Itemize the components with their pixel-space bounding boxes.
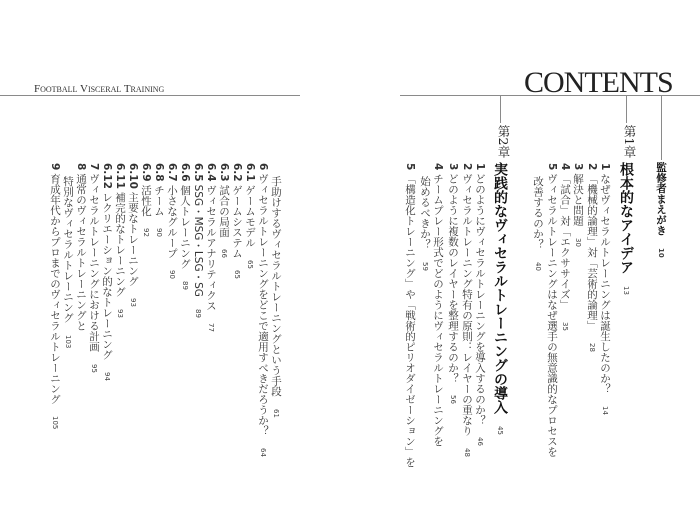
entry-page-number: 64 — [259, 447, 267, 457]
entry-number: 3 — [447, 163, 459, 171]
entry-number: 6.4 — [205, 163, 217, 182]
toc-entry[interactable] — [244, 163, 256, 269]
entry-title: 改善するのか？ — [532, 176, 544, 250]
entry-number: 2 — [461, 163, 473, 171]
entry-page-number: 93 — [129, 298, 137, 308]
entry-number: 5 — [546, 163, 558, 171]
entry-number: 8 — [75, 163, 87, 171]
toc-entry[interactable] — [586, 163, 598, 352]
entry-title: ゲームモデル — [244, 184, 256, 248]
toc-entry[interactable] — [461, 163, 473, 457]
toc-entry[interactable] — [419, 176, 431, 270]
toc-entry[interactable] — [114, 163, 126, 318]
toc-entry[interactable] — [140, 163, 152, 237]
entry-title: ヴィセラルトレーニング特有の原則：レイヤーの重なり — [461, 173, 473, 436]
entry-title: 始めるべきか？ — [419, 176, 431, 250]
entry-page-number: 65 — [233, 270, 241, 280]
entry-number: 9 — [49, 163, 61, 171]
entry-page-number: 77 — [207, 322, 215, 332]
toc-entry[interactable] — [474, 163, 486, 446]
entry-title: 監修者まえがき — [655, 162, 667, 236]
entry-title: チームプレー形式でどのようにヴィセラルトレーニングを — [432, 173, 444, 447]
toc-entry[interactable] — [75, 163, 87, 331]
entry-number: 2 — [586, 163, 598, 171]
chapter-1-label: 第1章 — [622, 125, 637, 158]
entry-number: 4 — [559, 163, 571, 171]
toc-entry[interactable] — [404, 163, 416, 467]
entry-page-number: 89 — [194, 308, 202, 318]
entry-number: 6.10 — [127, 163, 139, 189]
entry-title: 小さなグループ — [166, 184, 178, 259]
toc-entry[interactable] — [559, 163, 571, 331]
entry-page-number: 105 — [51, 416, 59, 430]
entry-page-number: 10 — [657, 247, 665, 258]
entry-title: 活性化 — [140, 184, 152, 217]
entry-number: 6.8 — [153, 163, 165, 182]
toc-entry[interactable] — [49, 163, 61, 430]
entry-title: 通常のヴィセラルトレーニングと — [75, 173, 87, 331]
toc-entry[interactable] — [218, 163, 230, 258]
toc-entry[interactable] — [572, 163, 584, 247]
chapter-2-label: 第2章 — [496, 125, 511, 158]
toc-entry[interactable] — [546, 163, 558, 457]
entry-number: 6.9 — [140, 163, 152, 182]
entry-title: 実践的なヴィセラルトレーニングの導入 — [492, 162, 508, 414]
entry-title: 根本的なアイデア — [618, 162, 634, 274]
toc-entry[interactable] — [205, 163, 217, 332]
chapter-2-heading[interactable] — [492, 162, 507, 435]
entry-number: 1 — [474, 163, 486, 171]
leader-line-chapter-2 — [500, 95, 501, 123]
entry-title: ゲームシステム — [231, 184, 243, 259]
entry-page-number: 46 — [476, 437, 484, 447]
entry-page-number: 89 — [181, 280, 189, 290]
entry-page-number: 48 — [463, 447, 471, 457]
entry-title: 特別なヴィセラルトレーニング — [62, 176, 74, 323]
entry-title: どのように複数のレイヤーを整理するのか？ — [447, 173, 459, 384]
entry-number: 6.1 — [244, 163, 256, 182]
entry-page-number: 103 — [64, 335, 72, 349]
entry-page-number: 28 — [588, 342, 596, 352]
entry-page-number: 35 — [561, 321, 569, 331]
toc-entry[interactable] — [101, 163, 113, 381]
entry-title: ヴィセラルトレーニングをどこで適用すべきだろうか？ — [257, 173, 269, 436]
entry-title: なぜヴィセラルトレーニングは誕生したのか？ — [599, 173, 611, 394]
entry-title: 補完的なトレーニング — [114, 191, 126, 297]
entry-number: 6.7 — [166, 163, 178, 182]
entry-page-number: 61 — [272, 408, 280, 418]
toc-entry[interactable] — [153, 163, 165, 237]
entry-title: どのようにヴィセラルトレーニングを導入するのか？ — [474, 173, 486, 426]
entry-title: 手助けするヴィセラルトレーニングという手段 — [270, 176, 282, 397]
book-brand: Football Visceral Training — [34, 83, 165, 95]
toc-entry[interactable] — [532, 176, 544, 270]
entry-page-number: 45 — [496, 426, 504, 435]
entry-title: SSG・MSG・LSG・SG — [192, 184, 204, 297]
entry-page-number: 30 — [574, 237, 582, 247]
entry-page-number: 56 — [449, 395, 457, 405]
toc-entry[interactable] — [166, 163, 178, 279]
entry-title: ヴィセラルアナリティクス — [205, 184, 217, 311]
entry-page-number: 95 — [90, 363, 98, 373]
entry-number: 6.3 — [218, 163, 230, 182]
entry-number: 6.11 — [114, 163, 126, 189]
entry-page-number: 59 — [421, 261, 429, 271]
entry-number: 5 — [404, 163, 416, 171]
toc-entry[interactable] — [179, 163, 191, 290]
entry-page-number: 90 — [155, 228, 163, 238]
toc-entry[interactable] — [257, 163, 269, 457]
toc-entry[interactable] — [127, 163, 139, 307]
entry-title: 「試合」対「エクササイズ」 — [559, 173, 571, 310]
entry-number: 4 — [432, 163, 444, 171]
toc-entry[interactable] — [62, 176, 74, 348]
toc-entry[interactable] — [192, 163, 204, 318]
entry-page-number: 92 — [142, 228, 150, 238]
entry-title: ヴィセラルトレーニングにおける計画 — [88, 173, 100, 352]
leader-line-chapter-1 — [626, 95, 627, 123]
entry-page-number: 93 — [116, 308, 124, 318]
entry-page-number: 66 — [220, 249, 228, 259]
entry-title: レクリエーション的なトレーニング — [101, 191, 113, 360]
entry-number: 1 — [599, 163, 611, 171]
entry-number: 7 — [88, 163, 100, 171]
entry-number: 3 — [572, 163, 584, 171]
entry-page-number: 94 — [103, 371, 111, 381]
entry-title: 個人トレーニング — [179, 184, 191, 269]
entry-page-number: 13 — [622, 286, 630, 295]
toc-entry[interactable] — [270, 176, 282, 417]
toc-preface[interactable] — [655, 162, 667, 257]
entry-title: 試合の局面 — [218, 184, 230, 238]
entry-title: 育成年代からプロまでのヴィセラルトレーニング — [49, 173, 61, 405]
entry-page-number: 90 — [168, 270, 176, 280]
entry-number: 6 — [257, 163, 269, 171]
entry-title: 主要なトレーニング — [127, 191, 139, 287]
entry-title: 解決と問題 — [572, 173, 584, 226]
chapter-1-heading[interactable] — [618, 162, 633, 295]
entry-number: 6.6 — [179, 163, 191, 182]
entry-page-number: 14 — [601, 405, 609, 415]
toc-entry[interactable] — [432, 163, 444, 446]
toc-entry[interactable] — [599, 163, 611, 415]
leader-line-preface — [661, 95, 662, 160]
toc-entry[interactable] — [231, 163, 243, 279]
toc-entry[interactable] — [88, 163, 100, 373]
entry-number: 6.12 — [101, 163, 113, 189]
entry-title: チーム — [153, 184, 165, 217]
entry-page-number: 65 — [246, 259, 254, 269]
entry-title: ヴィセラルトレーニングはなぜ選手の無意識的なプロセスを — [546, 173, 558, 457]
page-title: CONTENTS — [524, 66, 673, 99]
entry-page-number: 40 — [534, 261, 542, 271]
toc-entry[interactable] — [447, 163, 459, 404]
header-rule-left — [0, 95, 300, 96]
entry-title: 「機械的論理」対「芸術的論理」 — [586, 173, 598, 331]
entry-title: 「構造化トレーニング」や「戦術的ピリオダイゼーション」を — [404, 173, 416, 468]
entry-number: 6.2 — [231, 163, 243, 182]
entry-number: 6.5 — [192, 163, 204, 182]
